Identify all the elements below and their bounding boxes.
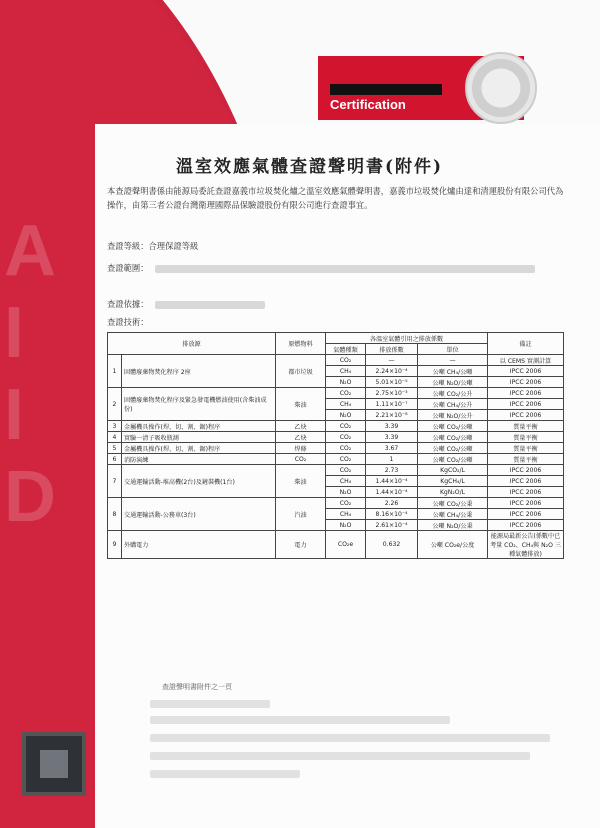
table-cell: 1 — [108, 355, 122, 388]
table-cell: 公噸 CH₄/公秉 — [418, 509, 488, 520]
header-fuel: 原燃物料 — [276, 333, 326, 355]
table-cell: CO₂ — [326, 454, 366, 465]
redacted-text — [150, 700, 270, 708]
field-label: 查證技術： — [107, 317, 149, 327]
table-cell: CO₂ — [326, 421, 366, 432]
table-cell: 5.01×10⁻⁵ — [366, 377, 418, 388]
table-cell: 8.16×10⁻⁴ — [366, 509, 418, 520]
table-cell: 1.44×10⁻⁴ — [366, 487, 418, 498]
table-cell: 公噸 CH₄/公升 — [418, 399, 488, 410]
field-verification-scope — [107, 262, 535, 274]
redacted-text — [155, 265, 535, 273]
table-cell: IPCC 2006 — [488, 520, 564, 531]
field-label: 查證依據： — [107, 299, 149, 309]
table-cell: 都市垃圾 — [276, 355, 326, 388]
table-cell: 0.632 — [366, 531, 418, 559]
field-verification-basis — [107, 298, 265, 310]
table-cell: 柴油 — [276, 388, 326, 421]
table-cell: 2.26 — [366, 498, 418, 509]
field-label: 查證範圍： — [107, 263, 149, 273]
footer-note: 查證聲明書附件之一頁 — [162, 683, 232, 691]
table-cell: 公噸 CO₂/公升 — [418, 388, 488, 399]
table-cell: 固體廢棄物焚化程序 2座 — [122, 355, 276, 388]
table-cell: 公噸 CO₂/公噸 — [418, 421, 488, 432]
table-cell: 金屬機具操作(焊、切、割、鋸)程序 — [122, 443, 276, 454]
table-cell: 以 CEMS 實測計算 — [488, 355, 564, 366]
table-cell: 2.73 — [366, 465, 418, 476]
table-cell: 8 — [108, 498, 122, 531]
table-cell: IPCC 2006 — [488, 476, 564, 487]
redacted-bar — [330, 84, 442, 95]
header-factor: 排放係數 — [366, 344, 418, 355]
table-cell: 公噸 CO₂/公噸 — [418, 454, 488, 465]
table-cell: KgCO₂/L — [418, 465, 488, 476]
table-cell: 外購電力 — [122, 531, 276, 559]
table-cell: 乙炔 — [276, 421, 326, 432]
table-cell: 4 — [108, 432, 122, 443]
table-row — [108, 498, 564, 509]
table-cell: 3 — [108, 421, 122, 432]
table-cell: 固體廢棄物焚化程序及緊急發電機燃油使用(含柴油成份) — [122, 388, 276, 421]
emission-factor-table — [107, 332, 564, 559]
table-cell: 質量平衡 — [488, 454, 564, 465]
table-cell: 公噸 CO₂/公噸 — [418, 432, 488, 443]
table-cell: 3.39 — [366, 421, 418, 432]
table-cell: 汽油 — [276, 498, 326, 531]
table-cell: 焊條 — [276, 443, 326, 454]
table-cell: CO₂ — [326, 432, 366, 443]
table-cell: CO₂ — [326, 443, 366, 454]
table-cell: N₂O — [326, 520, 366, 531]
table-cell: IPCC 2006 — [488, 410, 564, 421]
table-cell: 2.61×10⁻⁴ — [366, 520, 418, 531]
table-cell: KgN₂O/L — [418, 487, 488, 498]
table-cell: — — [366, 355, 418, 366]
header-remark: 備註 — [488, 333, 564, 355]
header-group: 各溫室氣體引用之排放係數 — [326, 333, 488, 344]
field-verification-level — [107, 240, 198, 252]
table-row — [108, 443, 564, 454]
table-cell: 電力 — [276, 531, 326, 559]
table-cell: 質量平衡 — [488, 421, 564, 432]
table-cell: 3.39 — [366, 432, 418, 443]
table-cell: 能源局最新公告(係數中已考量 CO₂、CH₄與 N₂O 三種氣體排放) — [488, 531, 564, 559]
table-row — [108, 355, 564, 366]
table-cell: CH₄ — [326, 399, 366, 410]
table-cell: 消防演練 — [122, 454, 276, 465]
redacted-text — [150, 734, 550, 742]
field-verification-technique — [107, 316, 149, 328]
table-cell: 實驗一清子吸收瓶測 — [122, 432, 276, 443]
table-cell: CH₄ — [326, 509, 366, 520]
table-cell: IPCC 2006 — [488, 498, 564, 509]
redacted-text — [150, 716, 450, 724]
table-cell: 公噸 CO₂e/公度 — [418, 531, 488, 559]
table-cell: 7 — [108, 465, 122, 498]
table-cell: 5 — [108, 443, 122, 454]
table-cell: — — [418, 355, 488, 366]
table-cell: CO₂ — [326, 355, 366, 366]
table-cell: CO₂ — [326, 388, 366, 399]
table-cell: N₂O — [326, 487, 366, 498]
table-cell: 2.75×10⁻³ — [366, 388, 418, 399]
table-cell: 交通運輸活動-公務車(3台) — [122, 498, 276, 531]
table-cell: 1.11×10⁻⁷ — [366, 399, 418, 410]
field-label: 查證等級： — [107, 241, 149, 251]
table-cell: 柴油 — [276, 465, 326, 498]
table-cell: IPCC 2006 — [488, 465, 564, 476]
redacted-text — [150, 770, 300, 778]
table-cell: 9 — [108, 531, 122, 559]
table-cell: 交通運輸活動-堆高機(2台)及鏟裝機(1台) — [122, 465, 276, 498]
table-cell: 乙炔 — [276, 432, 326, 443]
certification-seal-icon — [465, 52, 537, 124]
watermark-letters: A I I D — [4, 211, 56, 537]
table-cell: 質量平衡 — [488, 443, 564, 454]
table-cell: IPCC 2006 — [488, 487, 564, 498]
header-unit: 單位 — [418, 344, 488, 355]
table-cell: 2.21×10⁻⁸ — [366, 410, 418, 421]
table-row — [108, 388, 564, 399]
document-title: 溫室效應氣體查證聲明書(附件) — [176, 157, 444, 177]
table-cell: 公噸 CO₂/公秉 — [418, 498, 488, 509]
table-cell: IPCC 2006 — [488, 366, 564, 377]
table-cell: IPCC 2006 — [488, 399, 564, 410]
field-value: 合理保證等級 — [148, 241, 199, 251]
table-cell: 質量平衡 — [488, 432, 564, 443]
table-cell: CO₂ — [326, 498, 366, 509]
table-cell: 6 — [108, 454, 122, 465]
table-cell: IPCC 2006 — [488, 377, 564, 388]
document-intro: 本查證聲明書係由能源局委託查證嘉義市垃圾焚化爐之溫室效應氣體聲明書，嘉義市垃圾焚化爐由達和清運股份有限公司代為操作，由第三者公證台灣衛理國際品保驗證股份有限公司進行查證事宜。 — [107, 186, 564, 210]
table-cell: CO₂ — [326, 465, 366, 476]
header-source: 排放源 — [108, 333, 276, 355]
table-cell: 公噸 N₂O/公噸 — [418, 377, 488, 388]
table-cell: 2.24×10⁻⁴ — [366, 366, 418, 377]
certification-label: Certification — [330, 97, 406, 112]
table-cell: IPCC 2006 — [488, 388, 564, 399]
table-cell: 公噸 N₂O/公秉 — [418, 520, 488, 531]
table-cell: CH₄ — [326, 366, 366, 377]
table-cell: 3.67 — [366, 443, 418, 454]
table-cell: 1 — [366, 454, 418, 465]
table-row — [108, 421, 564, 432]
table-cell: 1.44×10⁻⁴ — [366, 476, 418, 487]
table-cell: CO₂e — [326, 531, 366, 559]
header-gas: 氣體種類 — [326, 344, 366, 355]
table-cell: 公噸 CH₄/公噸 — [418, 366, 488, 377]
table-row — [108, 465, 564, 476]
table-row — [108, 454, 564, 465]
table-cell: 公噸 N₂O/公升 — [418, 410, 488, 421]
table-row — [108, 531, 564, 559]
table-cell: N₂O — [326, 410, 366, 421]
table-cell: 公噸 CO₂/公噸 — [418, 443, 488, 454]
table-cell: CO₂ — [276, 454, 326, 465]
table-cell: 金屬機具操作(焊、切、割、鋸)程序 — [122, 421, 276, 432]
table-row — [108, 432, 564, 443]
table-cell: IPCC 2006 — [488, 509, 564, 520]
redacted-text — [155, 301, 265, 309]
table-cell: 2 — [108, 388, 122, 421]
security-hologram-icon — [22, 732, 86, 796]
table-cell: CH₄ — [326, 476, 366, 487]
redacted-text — [150, 752, 530, 760]
table-cell: KgCH₄/L — [418, 476, 488, 487]
table-cell: N₂O — [326, 377, 366, 388]
